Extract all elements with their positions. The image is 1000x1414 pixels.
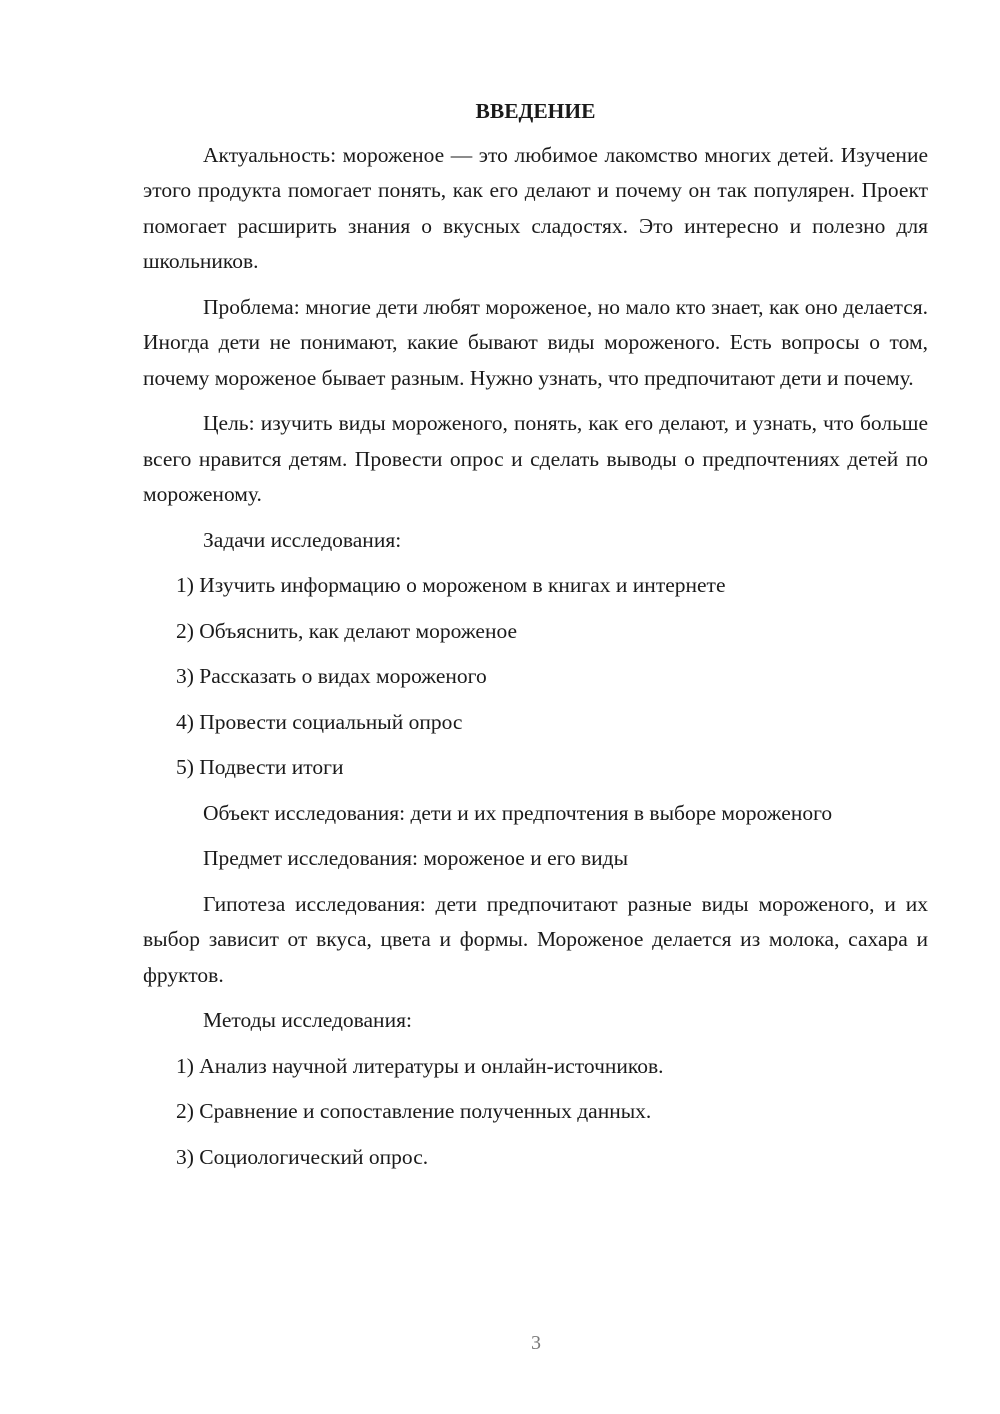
method-item: 1) Анализ научной литературы и онлайн-источников. [176, 1053, 664, 1078]
hypothesis-paragraph: Гипотеза исследования: дети предпочитают разные виды мороженого, и их выбор зависит от вкуса, цвета и формы. Мороженое делается из молока, сахара и фруктов. [143, 891, 928, 987]
relevance-paragraph: Актуальность: мороженое — это любимое лакомство многих детей. Изучение этого продукта помогает понять, как его делают и почему он так популярен. Проект помогает расширить знания о вкусных сладостях. Это интересно и полезно для школьников. [143, 142, 928, 273]
methods-title: Методы исследования: [203, 1008, 412, 1032]
method-item: 2) Сравнение и сопоставление полученных данных. [176, 1099, 652, 1123]
section-heading: ВВЕДЕНИЕ [475, 99, 596, 123]
task-item: 2) Объяснить, как делают мороженое [176, 618, 518, 643]
goal-paragraph: Цель: изучить виды мороженого, понять, как его делают, и узнать, что больше всего нравится детям. Провести опрос и сделать выводы о предпочтениях детей по мороженому. [143, 411, 928, 506]
page-content [143, 94, 928, 1185]
tasks-title: Задачи исследования: [203, 527, 402, 552]
task-item: 4) Провести социальный опрос [176, 709, 463, 734]
method-item: 3) Социологический опрос. [176, 1144, 429, 1169]
task-item: 3) Рассказать о видах мороженого [176, 664, 487, 688]
problem-paragraph: Проблема: многие дети любят мороженое, но мало кто знает, как оно делается. Иногда дети не понимают, какие бывают виды мороженого. Есть вопросы о том, почему мороженое бывает разным. Нужно узнать, что предпочитают дети и почему. [143, 294, 928, 390]
subject-paragraph: Предмет исследования: мороженое и его виды [203, 846, 629, 870]
object-paragraph: Объект исследования: дети и их предпочтения в выборе мороженого [203, 800, 833, 825]
task-item: 5) Подвести итоги [176, 755, 344, 779]
task-item: 1) Изучить информацию о мороженом в книгах и интернете [176, 573, 726, 597]
page-number: 3 [531, 1332, 541, 1354]
